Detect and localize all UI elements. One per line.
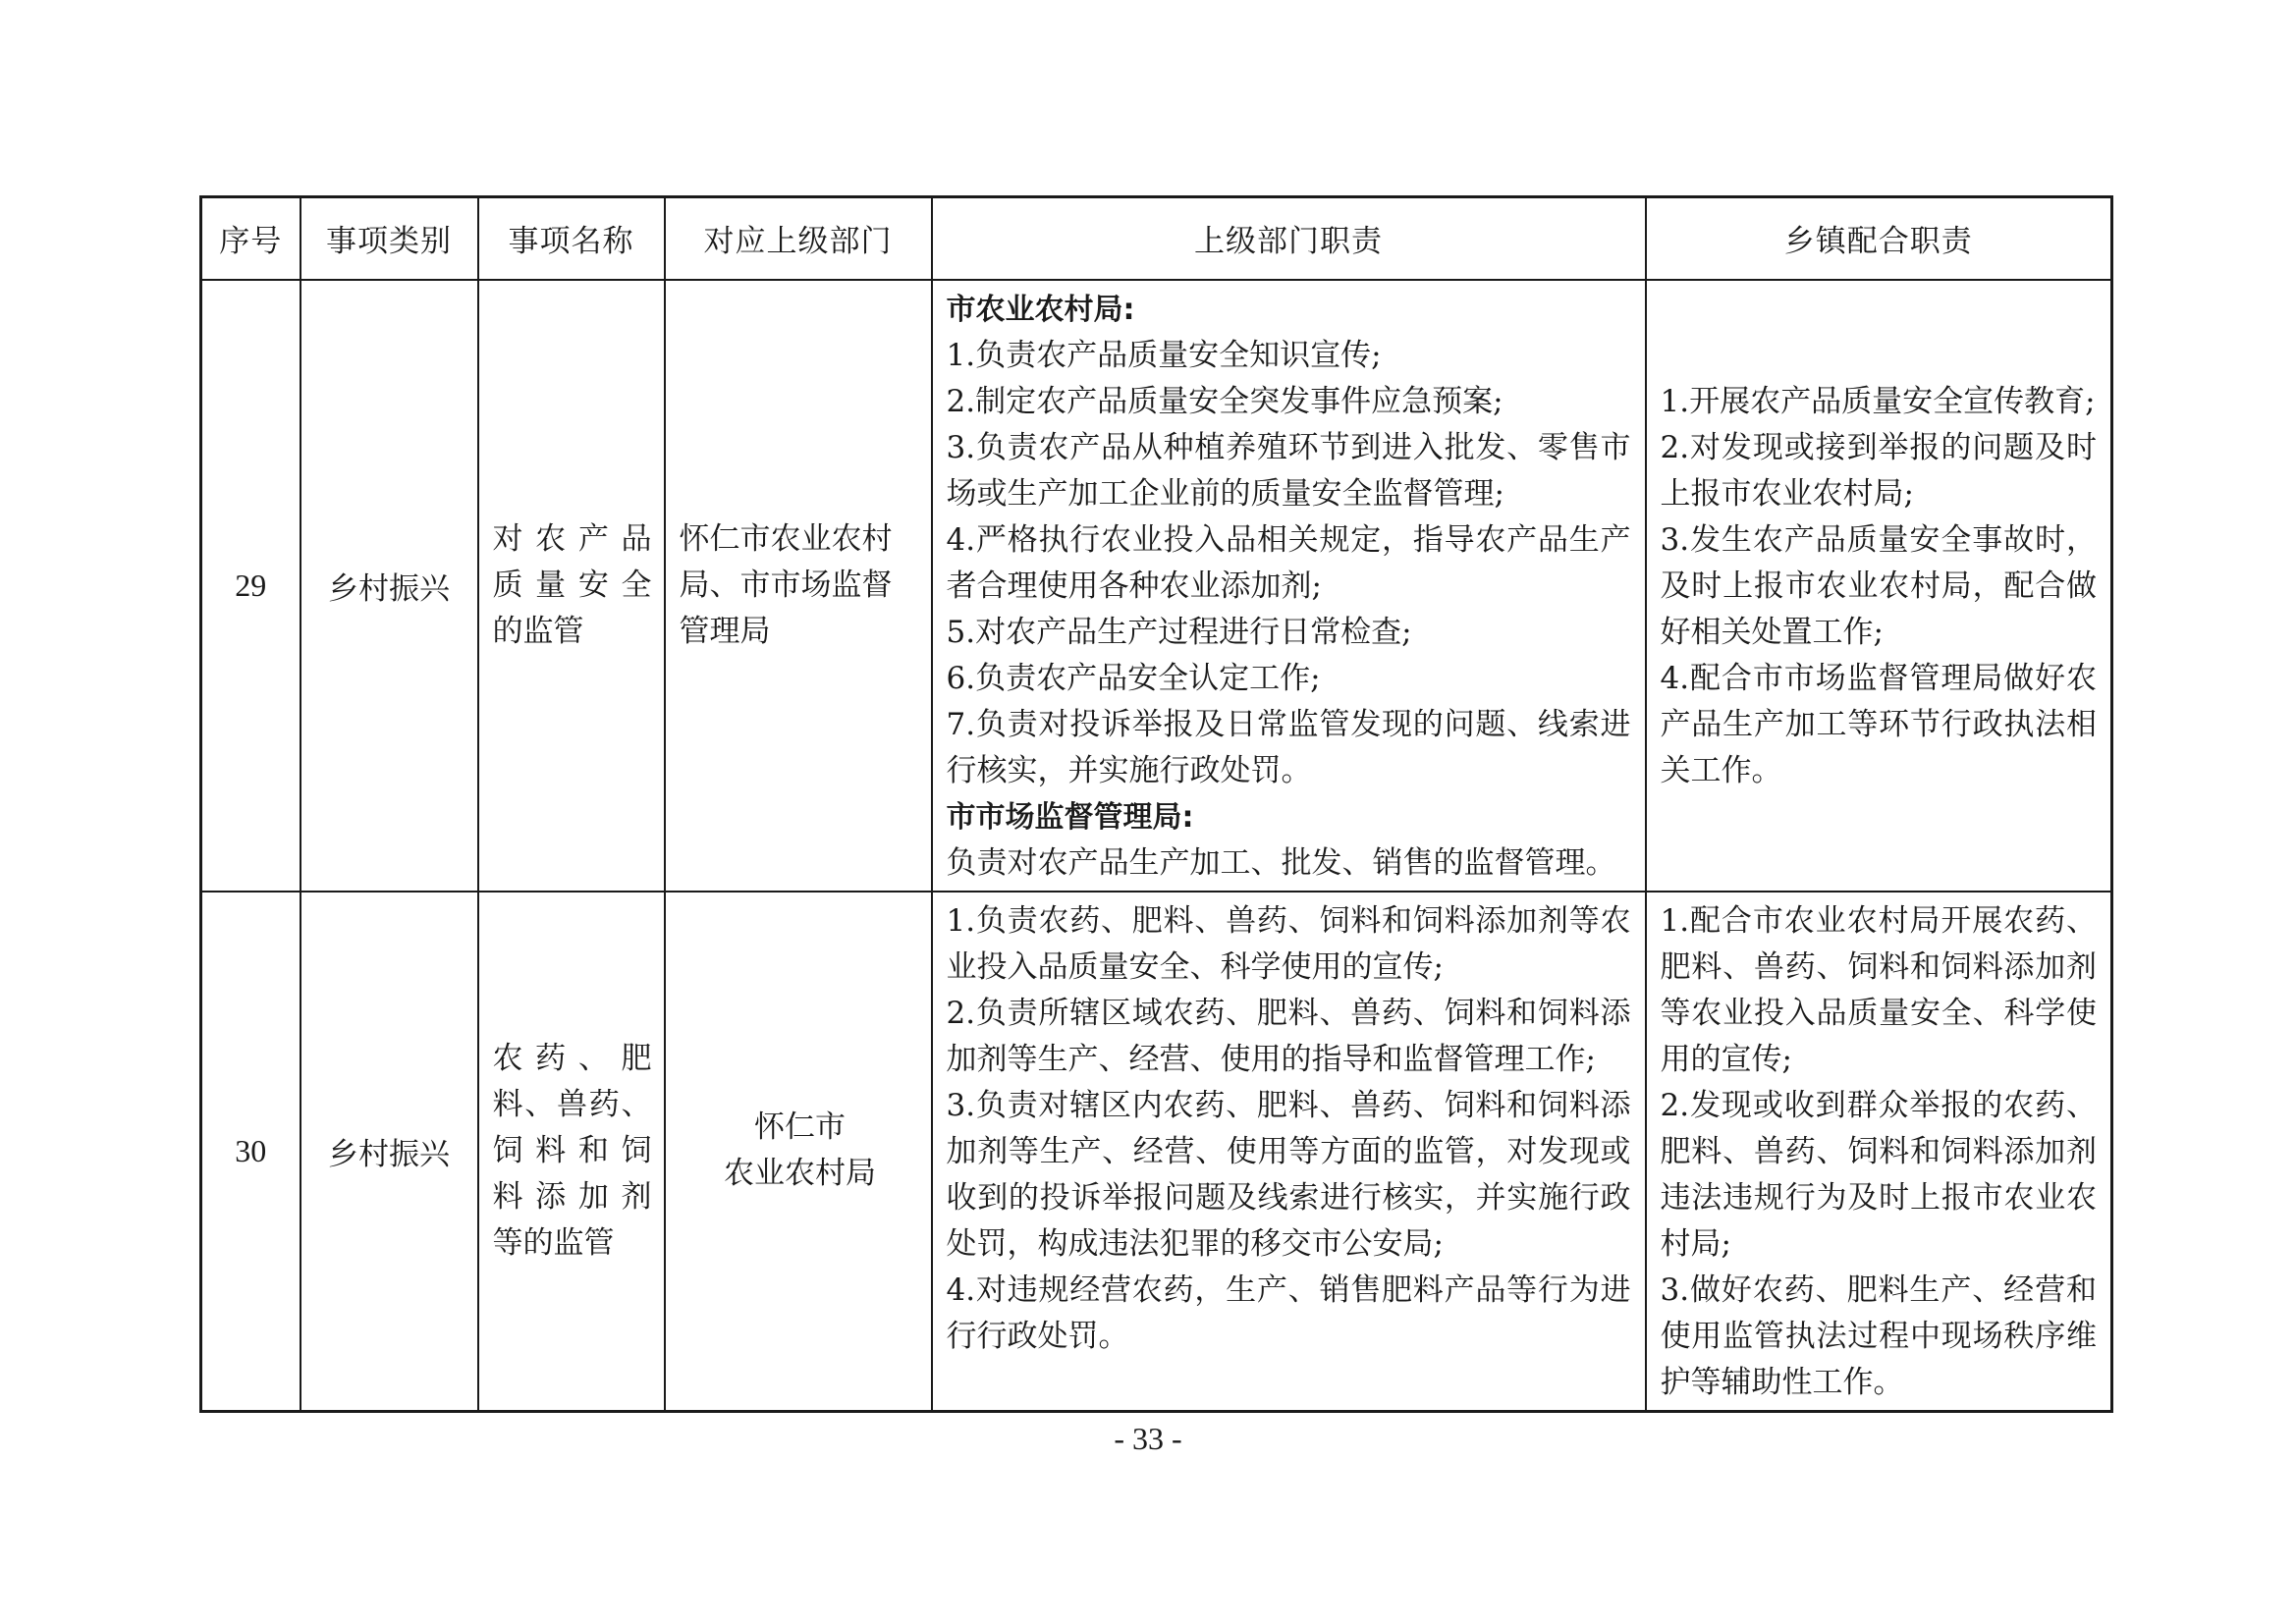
row-category: 乡村振兴 (301, 280, 478, 892)
item-name-line: 料添加剂 (492, 1178, 652, 1215)
section-heading: 市农业农村局: (946, 292, 1135, 327)
item-name-line: 农药、肥 (492, 1040, 652, 1076)
duty-item: 5.对农产品生产过程进行日常检查; (946, 614, 1412, 650)
row-category: 乡村振兴 (301, 892, 478, 1412)
duty-item: 2.发现或收到群众举报的农药、肥料、兽药、饲料和饲料添加剂违法违规行为及时上报市农业农村局; (1660, 1087, 2097, 1262)
duty-item: 2.制定农产品质量安全突发事件应急预案; (946, 383, 1503, 419)
page-number: - 33 - (1114, 1421, 1182, 1456)
header-town-duties: 乡镇配合职责 (1646, 197, 2112, 280)
duty-item: 2.对发现或接到举报的问题及时上报市农业农村局; (1660, 429, 2097, 512)
header-category: 事项类别 (301, 197, 478, 280)
table-row (201, 892, 2112, 1412)
department-line: 怀仁市 (754, 1109, 846, 1145)
duty-item: 3.负责农产品从种植养殖环节到进入批发、零售市场或生产加工企业前的质量安全监督管理; (946, 429, 1631, 512)
duty-item: 1.负责农产品质量安全知识宣传; (946, 337, 1382, 373)
row-item-name (478, 280, 665, 892)
item-name-line: 料、兽药、 (492, 1086, 652, 1122)
header-name: 事项名称 (478, 197, 665, 280)
duty-item: 4.配合市市场监督管理局做好农产品生产加工等环节行政执法相关工作。 (1660, 660, 2097, 788)
table-header-row (201, 197, 2112, 280)
duty-item: 2.负责所辖区域农药、肥料、兽药、饲料和饲料添加剂等生产、经营、使用的指导和监督管理工作; (946, 995, 1631, 1077)
header-no: 序号 (201, 197, 301, 280)
duty-item: 1.负责农药、肥料、兽药、饲料和饲料添加剂等农业投入品质量安全、科学使用的宣传; (946, 902, 1631, 985)
item-name-line: 等的监管 (492, 1224, 615, 1261)
duty-item: 负责对农产品生产加工、批发、销售的监督管理。 (946, 844, 1616, 881)
row-town-duties (1646, 280, 2112, 892)
header-upper-duties: 上级部门职责 (932, 197, 1646, 280)
header-dept: 对应上级部门 (665, 197, 932, 280)
table-row (201, 280, 2112, 892)
item-name-line: 的监管 (492, 613, 584, 649)
item-name-line: 质量安全 (492, 567, 652, 603)
duty-item: 7.负责对投诉举报及日常监管发现的问题、线索进行核实，并实施行政处罚。 (946, 706, 1631, 788)
row-number: 29 (201, 280, 301, 892)
department-line: 局、市市场监督 (679, 567, 893, 603)
department-line: 管理局 (679, 613, 771, 649)
row-number: 30 (201, 892, 301, 1412)
department-line: 农业农村局 (724, 1156, 876, 1191)
duty-item: 6.负责农产品安全认定工作; (946, 660, 1321, 696)
duty-item: 1.开展农产品质量安全宣传教育; (1660, 383, 2096, 419)
row-upper-duties (932, 892, 1646, 1412)
row-department (665, 892, 932, 1412)
section-heading: 市市场监督管理局: (946, 799, 1194, 835)
duty-item: 1.配合市农业农村局开展农药、肥料、兽药、饲料和饲料添加剂等农业投入品质量安全、科学使用的宣传; (1660, 902, 2097, 1077)
duty-item: 4.对违规经营农药，生产、销售肥料产品等行为进行行政处罚。 (946, 1271, 1631, 1354)
duty-item: 3.发生农产品质量安全事故时，及时上报市农业农村局，配合做好相关处置工作; (1660, 521, 2097, 650)
row-upper-duties (932, 280, 1646, 892)
item-name-line: 饲料和饲 (492, 1132, 652, 1168)
responsibility-table (199, 195, 2113, 1413)
row-department (665, 280, 932, 892)
item-name-line: 对农产品 (492, 520, 652, 557)
row-town-duties (1646, 892, 2112, 1412)
department-line: 怀仁市农业农村 (679, 520, 893, 557)
duty-item: 3.负责对辖区内农药、肥料、兽药、饲料和饲料添加剂等生产、经营、使用等方面的监管，对发现或收到的投诉举报问题及线索进行核实，并实施行政处罚，构成违法犯罪的移交市公安局; (946, 1087, 1631, 1262)
duty-item: 4.严格执行农业投入品相关规定，指导农产品生产者合理使用各种农业添加剂; (946, 521, 1631, 604)
duty-item: 3.做好农药、肥料生产、经营和使用监管执法过程中现场秩序维护等辅助性工作。 (1660, 1271, 2097, 1400)
row-item-name (478, 892, 665, 1412)
